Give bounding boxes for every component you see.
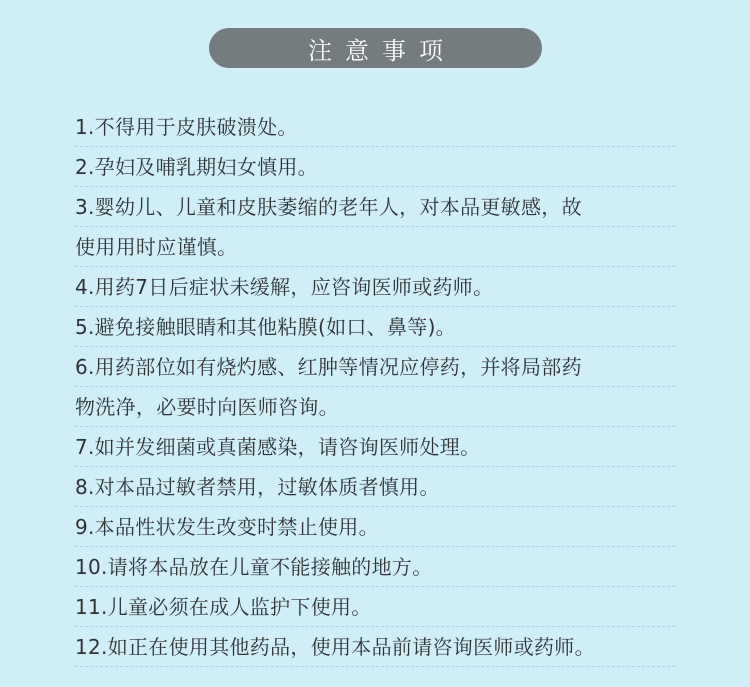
note-line: 12.如正在使用其他药品，使用本品前请咨询医师或药师。 xyxy=(75,627,675,667)
precautions-list xyxy=(75,107,675,667)
note-line: 7.如并发细菌或真菌感染，请咨询医师处理。 xyxy=(75,427,675,467)
note-line: 2.孕妇及哺乳期妇女慎用。 xyxy=(75,147,675,187)
note-line: 物洗净，必要时向医师咨询。 xyxy=(75,387,675,427)
note-line: 1.不得用于皮肤破溃处。 xyxy=(75,107,675,147)
page-title: 注意事项 xyxy=(308,36,456,65)
title-banner xyxy=(209,28,542,68)
note-line: 8.对本品过敏者禁用，过敏体质者慎用。 xyxy=(75,467,675,507)
note-line: 3.婴幼儿、儿童和皮肤萎缩的老年人，对本品更敏感，故 xyxy=(75,187,675,227)
note-line: 6.用药部位如有烧灼感、红肿等情况应停药，并将局部药 xyxy=(75,347,675,387)
note-line: 9.本品性状发生改变时禁止使用。 xyxy=(75,507,675,547)
note-line: 使用用时应谨慎。 xyxy=(75,227,675,267)
note-line: 10.请将本品放在儿童不能接触的地方。 xyxy=(75,547,675,587)
note-line: 11.儿童必须在成人监护下使用。 xyxy=(75,587,675,627)
note-line: 4.用药7日后症状未缓解，应咨询医师或药师。 xyxy=(75,267,675,307)
note-line: 5.避免接触眼睛和其他粘膜(如口、鼻等)。 xyxy=(75,307,675,347)
